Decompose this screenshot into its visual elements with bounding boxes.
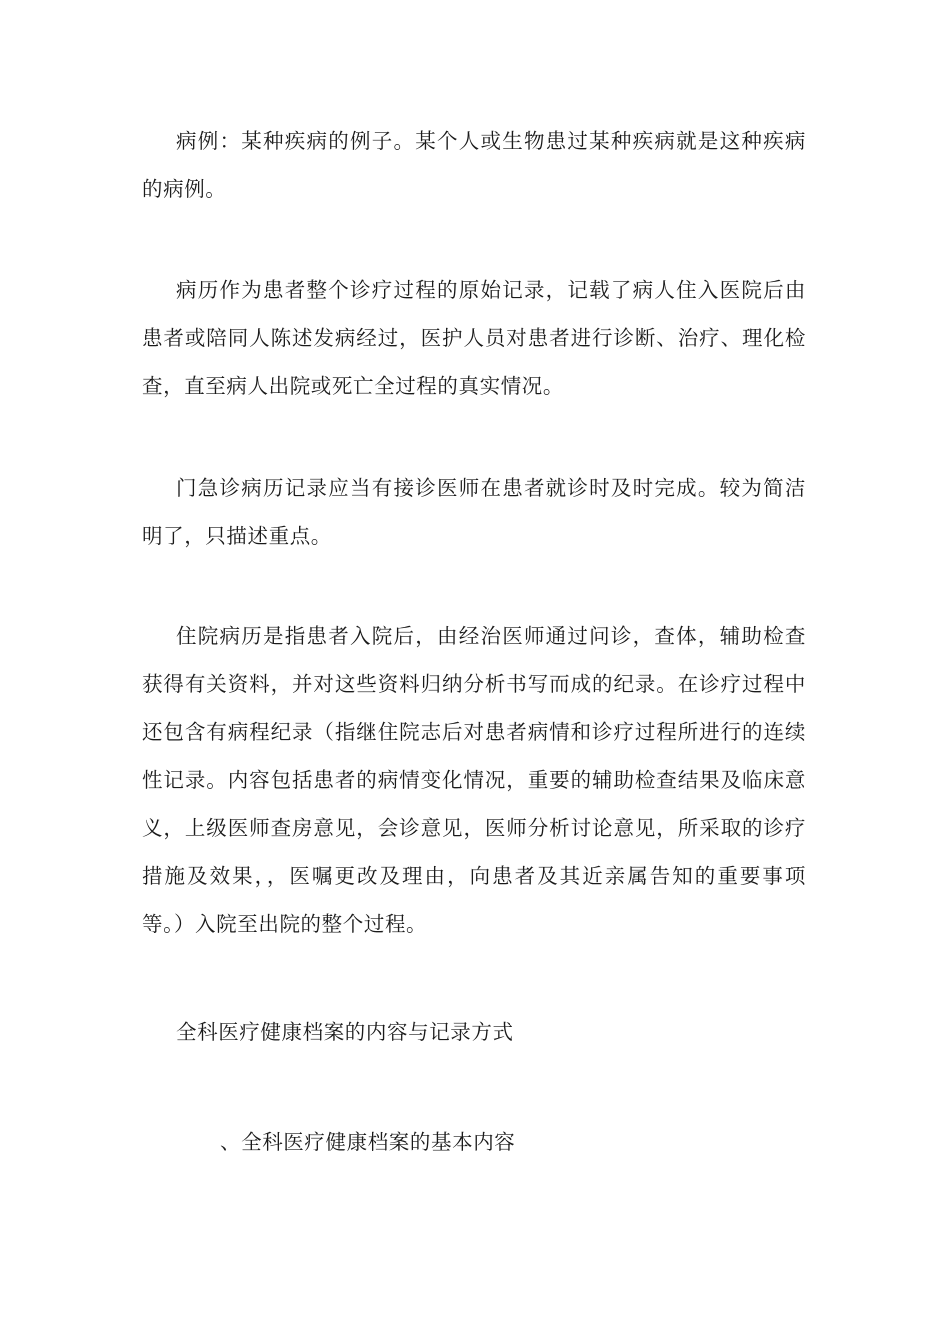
paragraph-medical-record: 病历作为患者整个诊疗过程的原始记录，记载了病人住入医院后由患者或陪同人陈述发病经过，医护人员对患者进行诊断、治疗、理化检查，直至病人出院或死亡全过程的真实情况。 (142, 278, 806, 398)
paragraph-case-definition: 病例：某种疾病的例子。某个人或生物患过某种疾病就是这种疾病的病例。 (142, 129, 806, 201)
section-subheading: 、全科医疗健康档案的基本内容 (220, 1130, 516, 1154)
paragraph-inpatient-record: 住院病历是指患者入院后，由经治医师通过问诊，查体，辅助检查获得有关资料，并对这些资料归纳分析书写而成的纪录。在诊疗过程中还包含有病程纪录（指继住院志后对患者病情和诊疗过程所进行的连续性记录。内容包括患者的病情变化情况，重要的辅助检查结果及临床意义，上级医师查房意见，会诊意见，医师分析讨论意见，所采取的诊疗措施及效果，，医嘱更改及理由，向患者及其近亲属告知的重要事项等。）入院至出院的整个过程。 (142, 624, 806, 936)
section-heading: 全科医疗健康档案的内容与记录方式 (176, 1020, 514, 1044)
paragraph-outpatient-record: 门急诊病历记录应当有接诊医师在患者就诊时及时完成。较为简洁明了，只描述重点。 (142, 476, 806, 548)
